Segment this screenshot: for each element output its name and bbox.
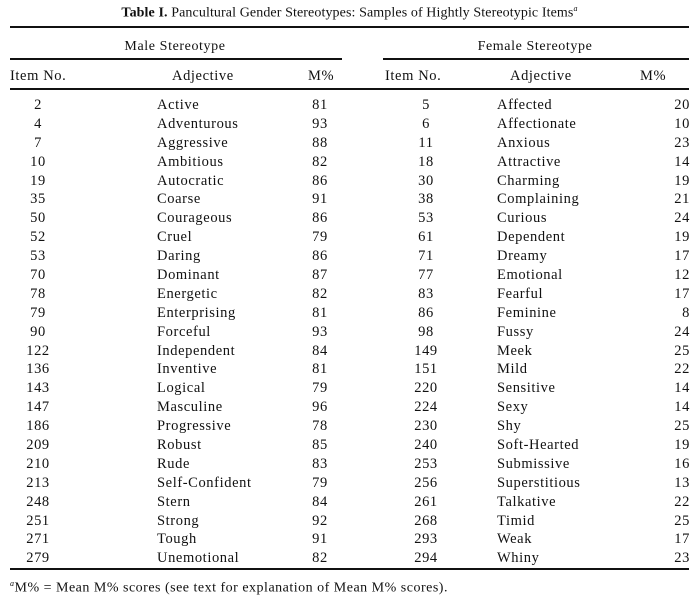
footnote-text: M% = Mean M% scores (see text for explanation of Mean M% scores).	[14, 580, 448, 596]
male-adjective: Dominant	[157, 267, 220, 284]
female-group-header: Female Stereotype	[477, 39, 593, 54]
female-adjective: Curious	[497, 210, 548, 227]
table-row	[0, 456, 699, 475]
female-item-no: 230	[414, 418, 438, 435]
male-adjective: Active	[157, 97, 200, 113]
female-mpct: 19	[674, 172, 690, 189]
female-adjective: Charming	[497, 172, 560, 189]
male-item-no: 10	[30, 153, 46, 170]
male-mpct: 82	[312, 153, 328, 170]
male-adjective: Autocratic	[157, 172, 225, 189]
male-mpct: 87	[312, 267, 328, 284]
male-adjective: Cruel	[157, 229, 193, 246]
table-row	[0, 361, 699, 380]
male-mpct: 83	[312, 455, 328, 472]
top-rule	[10, 26, 689, 28]
male-item-no: 7	[34, 134, 42, 151]
female-item-no: 38	[418, 191, 434, 208]
female-adjective: Talkative	[497, 493, 557, 510]
male-adjective: Courageous	[157, 210, 233, 227]
footnote-marker: a	[10, 579, 15, 588]
female-item-no: 224	[414, 399, 438, 416]
female-mpct: 19	[674, 229, 690, 246]
table-row	[0, 191, 699, 210]
female-mpct: 21	[674, 191, 690, 208]
female-mpct: 8	[682, 304, 690, 321]
male-mpct: 81	[312, 361, 328, 378]
male-item-no: 210	[26, 455, 50, 472]
table-row	[0, 550, 699, 569]
female-adjective: Timid	[497, 512, 535, 529]
male-adjective: Progressive	[157, 418, 232, 435]
male-item-no: 122	[26, 342, 50, 359]
female-adjective: Meek	[497, 342, 533, 359]
male-mpct: 86	[312, 210, 328, 227]
male-adjective: Forceful	[157, 323, 211, 340]
female-item-no: 220	[414, 380, 438, 397]
male-mpct: 86	[312, 248, 328, 265]
male-mpct: 86	[312, 172, 328, 189]
male-mpct: 81	[312, 97, 328, 113]
male-mpct: 82	[312, 550, 328, 567]
female-item-no: 256	[414, 474, 438, 491]
male-mpct: 85	[312, 437, 328, 454]
header-rule	[10, 88, 689, 90]
female-adjective: Fearful	[497, 285, 544, 302]
female-mpct: 25	[674, 418, 690, 435]
female-item-no: 294	[414, 550, 438, 567]
female-adjective: Shy	[497, 418, 522, 435]
male-adjective: Ambitious	[157, 153, 224, 170]
table-row	[0, 399, 699, 418]
table-row	[0, 97, 699, 116]
male-adjective: Robust	[157, 437, 202, 454]
male-item-no-header: Item No.	[10, 68, 67, 84]
male-item-no: 70	[30, 267, 46, 284]
male-adjective: Stern	[157, 493, 191, 510]
female-mpct: 10	[674, 115, 690, 132]
female-adjective: Emotional	[497, 267, 563, 284]
male-group-header: Male Stereotype	[124, 39, 226, 54]
female-item-no: 253	[414, 455, 438, 472]
female-adjective: Affectionate	[497, 115, 577, 132]
table-row	[0, 324, 699, 343]
male-mpct: 96	[312, 399, 328, 416]
table-row	[0, 305, 699, 324]
male-mpct: 92	[312, 512, 328, 529]
female-item-no: 30	[418, 172, 434, 189]
female-adjective: Sexy	[497, 399, 529, 416]
male-item-no: 248	[26, 493, 50, 510]
male-adjective: Rude	[157, 455, 191, 472]
table-row	[0, 513, 699, 532]
male-item-no: 251	[26, 512, 50, 529]
female-mpct: 25	[674, 512, 690, 529]
female-item-no: 11	[418, 134, 434, 151]
bottom-rule	[10, 568, 689, 570]
female-mpct: 13	[674, 474, 690, 491]
female-mpct: 20	[674, 97, 690, 113]
female-adjective: Dependent	[497, 229, 566, 246]
female-adjective: Mild	[497, 361, 528, 378]
male-mpct: 78	[312, 418, 328, 435]
male-adjective: Coarse	[157, 191, 201, 208]
table-row	[0, 154, 699, 173]
table-row	[0, 116, 699, 135]
male-adjective: Energetic	[157, 285, 218, 302]
female-mpct: 23	[674, 134, 690, 151]
table-row	[0, 248, 699, 267]
male-item-no: 136	[26, 361, 50, 378]
female-adjective: Whiny	[497, 550, 540, 567]
male-adjective: Tough	[157, 531, 197, 548]
female-mpct: 12	[674, 267, 690, 284]
female-mpct: 14	[674, 153, 690, 170]
female-mpct-header: M%	[640, 68, 667, 84]
male-mpct: 88	[312, 134, 328, 151]
table-body	[0, 97, 699, 569]
male-mpct: 79	[312, 380, 328, 397]
female-mpct: 25	[674, 342, 690, 359]
female-item-no: 83	[418, 285, 434, 302]
male-mpct-header: M%	[308, 68, 335, 84]
male-adjective: Independent	[157, 342, 236, 359]
female-mpct: 22	[674, 361, 690, 378]
table-row	[0, 380, 699, 399]
male-item-no: 147	[26, 399, 50, 416]
female-adjective: Dreamy	[497, 248, 548, 265]
female-item-no: 71	[418, 248, 434, 265]
male-adjective: Strong	[157, 512, 200, 529]
female-adjective: Anxious	[497, 134, 551, 151]
male-mpct: 93	[312, 115, 328, 132]
female-item-no: 18	[418, 153, 434, 170]
female-adjective: Fussy	[497, 323, 534, 340]
title-note-marker: a	[573, 4, 578, 13]
male-mpct: 91	[312, 191, 328, 208]
female-adjective: Weak	[497, 531, 533, 548]
male-adjective: Daring	[157, 248, 201, 265]
female-item-no: 261	[414, 493, 438, 510]
male-mpct: 79	[312, 229, 328, 246]
female-item-no: 61	[418, 229, 434, 246]
female-mpct: 14	[674, 399, 690, 416]
male-mpct: 82	[312, 285, 328, 302]
male-item-no: 2	[34, 97, 42, 113]
female-item-no: 6	[422, 115, 430, 132]
female-mpct: 17	[674, 248, 690, 265]
male-item-no: 209	[26, 437, 50, 454]
male-item-no: 143	[26, 380, 50, 397]
female-adjective-header: Adjective	[510, 68, 572, 84]
female-item-no: 151	[414, 361, 438, 378]
male-item-no: 186	[26, 418, 50, 435]
female-adjective: Sensitive	[497, 380, 556, 397]
male-group-rule	[10, 58, 342, 60]
male-mpct: 81	[312, 304, 328, 321]
female-item-no: 5	[422, 97, 430, 113]
female-adjective: Superstitious	[497, 474, 581, 491]
table-row	[0, 286, 699, 305]
male-item-no: 271	[26, 531, 50, 548]
male-adjective: Self-Confident	[157, 474, 252, 491]
male-mpct: 93	[312, 323, 328, 340]
male-mpct: 84	[312, 342, 328, 359]
table-row	[0, 531, 699, 550]
female-item-no: 53	[418, 210, 434, 227]
table-row	[0, 494, 699, 513]
male-item-no: 213	[26, 474, 50, 491]
female-mpct: 17	[674, 285, 690, 302]
male-item-no: 52	[30, 229, 46, 246]
male-adjective: Enterprising	[157, 304, 236, 321]
female-item-no-header: Item No.	[385, 68, 442, 84]
female-adjective: Submissive	[497, 455, 570, 472]
female-mpct: 23	[674, 550, 690, 567]
female-item-no: 86	[418, 304, 434, 321]
male-item-no: 53	[30, 248, 46, 265]
female-adjective: Soft-Hearted	[497, 437, 580, 454]
female-adjective: Complaining	[497, 191, 580, 208]
female-item-no: 77	[418, 267, 434, 284]
table-row	[0, 210, 699, 229]
male-adjective: Aggressive	[157, 134, 229, 151]
male-item-no: 35	[30, 191, 46, 208]
female-mpct: 16	[674, 455, 690, 472]
male-adjective: Logical	[157, 380, 206, 397]
male-item-no: 4	[34, 115, 42, 132]
female-item-no: 149	[414, 342, 438, 359]
table-row	[0, 135, 699, 154]
table-title-text: Pancultural Gender Stereotypes: Samples of Hightly Stereotypic Items	[171, 5, 574, 21]
table-row	[0, 418, 699, 437]
table-row	[0, 229, 699, 248]
female-mpct: 24	[674, 323, 690, 340]
table-row	[0, 475, 699, 494]
female-mpct: 17	[674, 531, 690, 548]
table-row	[0, 437, 699, 456]
male-item-no: 79	[30, 304, 46, 321]
male-adjective: Adventurous	[157, 115, 239, 132]
table-row	[0, 173, 699, 192]
female-adjective: Affected	[497, 97, 553, 113]
female-group-rule	[383, 58, 689, 60]
male-mpct: 84	[312, 493, 328, 510]
male-adjective: Unemotional	[157, 550, 240, 567]
female-mpct: 19	[674, 437, 690, 454]
female-adjective: Attractive	[497, 153, 561, 170]
male-adjective: Masculine	[157, 399, 223, 416]
female-item-no: 293	[414, 531, 438, 548]
female-item-no: 240	[414, 437, 438, 454]
male-adjective-header: Adjective	[172, 68, 234, 84]
male-item-no: 19	[30, 172, 46, 189]
male-item-no: 50	[30, 210, 46, 227]
table-row	[0, 267, 699, 286]
table-title	[0, 4, 699, 22]
male-mpct: 91	[312, 531, 328, 548]
female-mpct: 14	[674, 380, 690, 397]
footnote	[10, 579, 448, 597]
female-mpct: 24	[674, 210, 690, 227]
female-item-no: 268	[414, 512, 438, 529]
table-row	[0, 343, 699, 362]
male-item-no: 90	[30, 323, 46, 340]
table-label: Table I.	[121, 5, 168, 21]
male-adjective: Inventive	[157, 361, 218, 378]
male-item-no: 78	[30, 285, 46, 302]
female-adjective: Feminine	[497, 304, 557, 321]
male-mpct: 79	[312, 474, 328, 491]
female-item-no: 98	[418, 323, 434, 340]
female-mpct: 22	[674, 493, 690, 510]
male-item-no: 279	[26, 550, 50, 567]
